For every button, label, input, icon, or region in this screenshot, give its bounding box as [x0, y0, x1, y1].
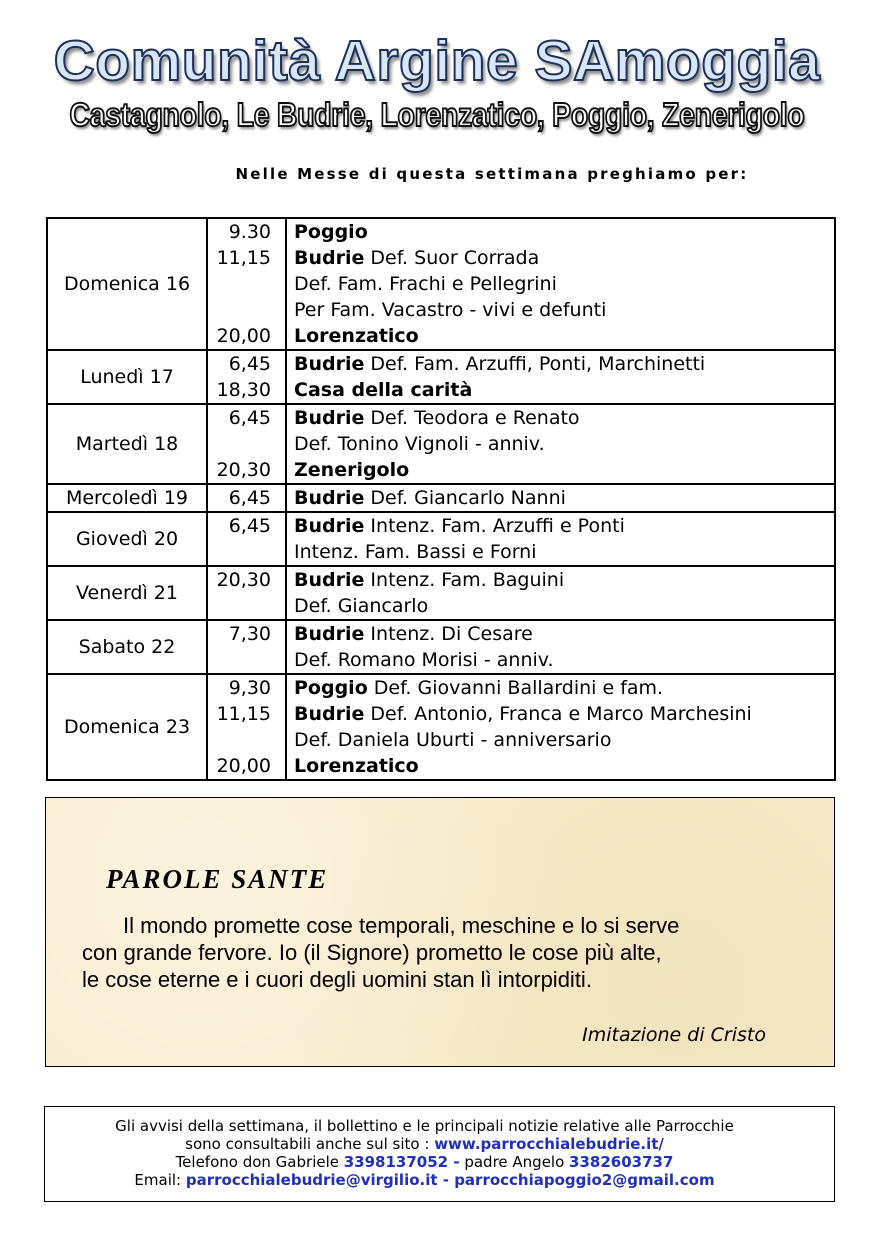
church-name: Lorenzatico	[294, 755, 419, 777]
mass-time: 20,00	[216, 755, 271, 777]
church-name: Budrie	[294, 487, 365, 509]
mass-time: 11,15	[216, 703, 271, 725]
intention-line	[294, 323, 834, 349]
phone-label-angelo: padre Angelo	[459, 1153, 570, 1171]
website-link[interactable]: www.parrocchialebudrie.it/	[434, 1135, 664, 1153]
schedule-row	[47, 218, 835, 350]
times-cell	[207, 350, 286, 404]
intention-line	[294, 753, 834, 779]
mass-time: 7,30	[228, 623, 271, 645]
parole-sante-box	[45, 797, 835, 1067]
schedule-row	[47, 674, 835, 780]
times-cell	[207, 620, 286, 674]
intentions-cell	[286, 350, 835, 404]
mass-time: 11,15	[216, 247, 271, 269]
intention-line	[294, 431, 834, 457]
page-subtitle: Castagnolo, Le Budrie, Lorenzatico, Poggio, Zenerigolo	[69, 96, 805, 133]
email-links[interactable]: parrocchialebudrie@virgilio.it - parrocchiapoggio2@gmail.com	[185, 1171, 715, 1189]
schedule-row	[47, 484, 835, 512]
intention-text: Def. Romano Morisi - anniv.	[294, 649, 554, 671]
times-cell	[207, 512, 286, 566]
parole-title: PAROLE SANTE	[106, 864, 329, 894]
intention-text: Def. Suor Corrada	[364, 247, 540, 269]
mass-time	[208, 727, 271, 753]
mass-time: 9,30	[228, 677, 271, 699]
contact-footer	[44, 1106, 835, 1202]
intentions-cell	[286, 484, 835, 512]
intention-text: Def. Tonino Vignoli - anniv.	[294, 433, 545, 455]
church-name: Poggio	[294, 677, 368, 699]
day-cell: Sabato 22	[47, 620, 207, 674]
intentions-cell	[286, 218, 835, 350]
schedule-row	[47, 512, 835, 566]
intention-text: Intenz. Di Cesare	[364, 623, 533, 645]
intentions-cell	[286, 620, 835, 674]
schedule-row	[47, 566, 835, 620]
intention-line	[294, 485, 834, 511]
schedule-row	[47, 350, 835, 404]
intention-line	[294, 351, 834, 377]
mass-time: 6,45	[228, 407, 271, 429]
mass-time: 6,45	[228, 353, 271, 375]
intention-line	[294, 271, 834, 297]
intention-line	[294, 219, 834, 245]
intention-text: Def. Giancarlo	[294, 595, 429, 617]
mass-time	[208, 271, 271, 297]
times-cell	[207, 566, 286, 620]
day-cell: Domenica 16	[47, 218, 207, 350]
schedule-row	[47, 620, 835, 674]
mass-time: 20,00	[216, 325, 271, 347]
schedule-body	[47, 218, 835, 780]
intention-line	[294, 297, 834, 323]
mass-time: 9.30	[228, 221, 271, 243]
church-name: Lorenzatico	[294, 325, 419, 347]
intention-text: Intenz. Fam. Arzuffi e Ponti	[364, 515, 625, 537]
mass-time: 6,45	[228, 515, 271, 537]
quote-line: con grande fervore. Io (il Signore) prometto le cose più alte,	[82, 940, 662, 965]
church-name: Budrie	[294, 353, 365, 375]
phone-angelo[interactable]: 3382603737	[569, 1153, 674, 1171]
church-name: Budrie	[294, 407, 365, 429]
intention-line	[294, 675, 834, 701]
footer-site-line	[45, 1135, 804, 1153]
intentions-cell	[286, 404, 835, 484]
church-name: Budrie	[294, 623, 365, 645]
mass-time	[208, 431, 271, 457]
quote-source: Imitazione di Cristo	[582, 1024, 766, 1046]
quote-line: le cose eterne e i cuori degli uomini stan lì intorpiditi.	[82, 967, 592, 992]
intention-text: Intenz. Fam. Bassi e Forni	[294, 541, 537, 563]
intention-line	[294, 701, 834, 727]
intention-text: Def. Antonio, Franca e Marco Marchesini	[364, 703, 752, 725]
intention-line	[294, 245, 834, 271]
intention-line	[294, 593, 834, 619]
page-title: Comunità Argine SAmoggia	[53, 29, 821, 93]
intentions-cell	[286, 674, 835, 780]
times-cell	[207, 404, 286, 484]
church-name: Budrie	[294, 703, 365, 725]
intention-text: Def. Teodora e Renato	[364, 407, 580, 429]
mass-time: 20,30	[216, 459, 271, 481]
intention-text: Def. Fam. Arzuffi, Ponti, Marchinetti	[364, 353, 706, 375]
day-cell: Martedì 18	[47, 404, 207, 484]
footer-phone-line	[45, 1153, 804, 1171]
quote-line: Il mondo promette cose temporali, meschine e lo si serve	[123, 913, 680, 938]
times-cell	[207, 674, 286, 780]
mass-time: 18,30	[216, 379, 271, 401]
intention-text: Def. Fam. Frachi e Pellegrini	[294, 273, 557, 295]
intention-text: Per Fam. Vacastro - vivi e defunti	[294, 299, 607, 321]
times-cell	[207, 484, 286, 512]
times-cell	[207, 218, 286, 350]
day-cell: Mercoledì 19	[47, 484, 207, 512]
intention-line	[294, 513, 834, 539]
parole-quote	[82, 912, 802, 993]
intro-text: Nelle Messe di questa settimana preghiamo per:	[235, 165, 749, 183]
intentions-cell	[286, 566, 835, 620]
mass-time	[208, 593, 271, 619]
day-cell: Domenica 23	[47, 674, 207, 780]
intention-line	[294, 539, 834, 565]
day-cell: Lunedì 17	[47, 350, 207, 404]
intention-line	[294, 727, 834, 753]
intention-line	[294, 405, 834, 431]
intention-line	[294, 457, 834, 483]
intention-line	[294, 621, 834, 647]
email-label: Email:	[134, 1171, 186, 1189]
intention-line	[294, 647, 834, 673]
church-name: Zenerigolo	[294, 459, 410, 481]
intention-line	[294, 377, 834, 403]
mass-time	[208, 297, 271, 323]
phone-gabriele[interactable]: 3398137052 -	[343, 1153, 460, 1171]
intentions-cell	[286, 512, 835, 566]
church-name: Budrie	[294, 569, 365, 591]
mass-time	[208, 647, 271, 673]
mass-time: 6,45	[228, 487, 271, 509]
church-name: Poggio	[294, 221, 368, 243]
mass-time: 20,30	[216, 569, 271, 591]
phone-label-gabriele: Telefono don Gabriele	[175, 1153, 344, 1171]
schedule-row	[47, 404, 835, 484]
day-cell: Venerdì 21	[47, 566, 207, 620]
intention-text: Intenz. Fam. Baguini	[364, 569, 565, 591]
intention-text: Def. Daniela Uburti - anniversario	[294, 729, 612, 751]
intention-line	[294, 567, 834, 593]
footer-notice: Gli avvisi della settimana, il bollettino e le principali notizie relative alle Parrocchie	[115, 1117, 734, 1135]
church-name: Budrie	[294, 515, 365, 537]
church-name: Budrie	[294, 247, 365, 269]
intention-text: Def. Giancarlo Nanni	[364, 487, 566, 509]
intention-text: Def. Giovanni Ballardini e fam.	[367, 677, 664, 699]
footer-email-line	[45, 1171, 804, 1189]
church-name: Casa della carità	[294, 379, 473, 401]
mass-schedule-table	[46, 217, 836, 781]
footer-site-prefix: sono consultabili anche sul sito :	[185, 1135, 435, 1153]
day-cell: Giovedì 20	[47, 512, 207, 566]
mass-time	[208, 539, 271, 565]
